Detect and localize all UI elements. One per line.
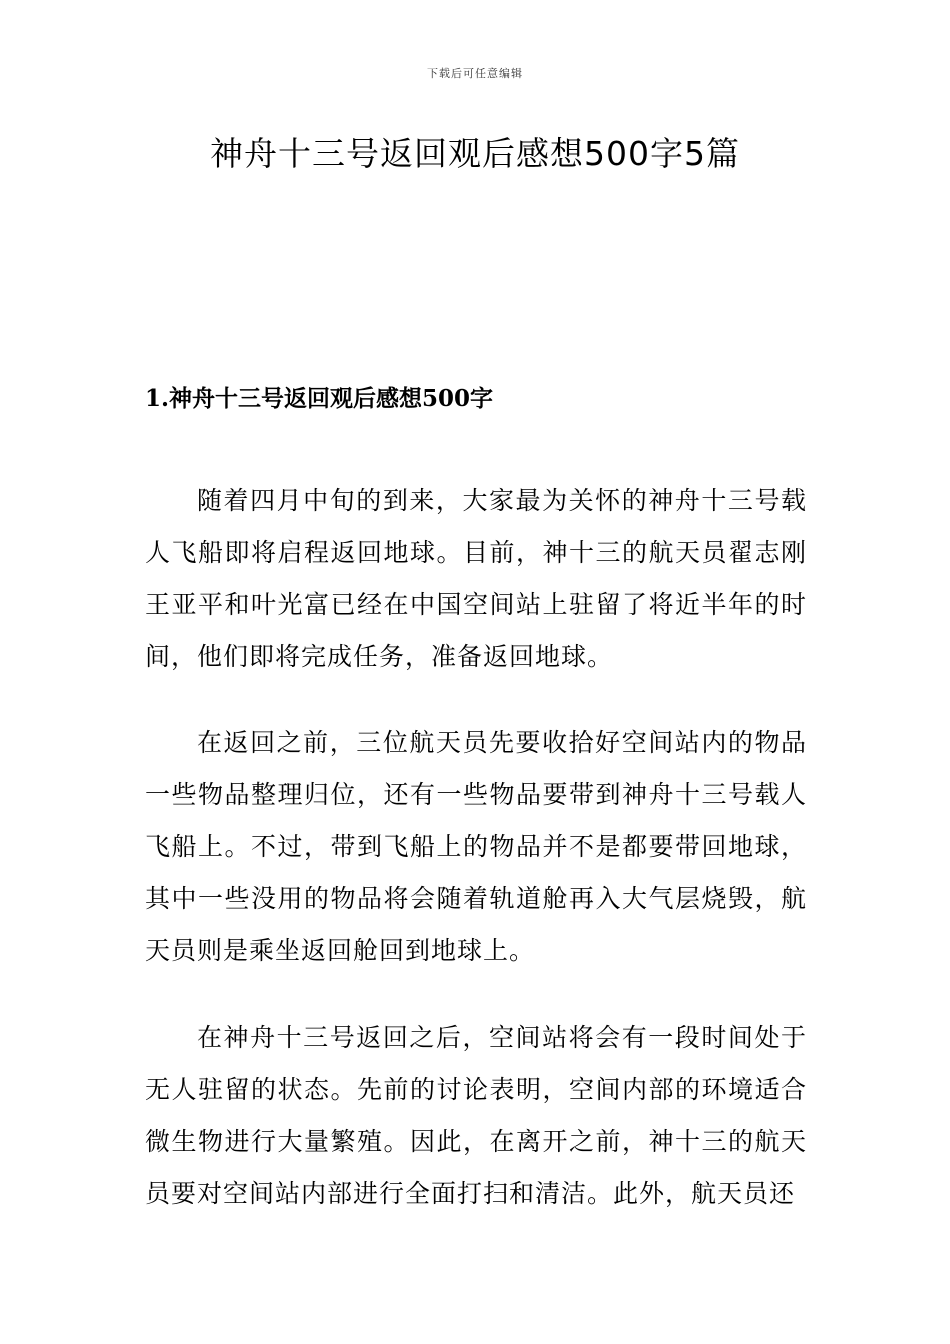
document-title: 神舟十三号返回观后感想500字5篇: [210, 134, 740, 173]
section-heading: 1.神舟十三号返回观后感想500字: [145, 385, 494, 412]
body-paragraph-2: 在返回之前，三位航天员先要收拾好空间站内的物品一些物品整理归位，还有一些物品要带到神舟十三号载人飞船上。不过，带到飞船上的物品并不是都要带回地球，其中一些没用的物品将会随着轨道舱再入大气层烧毁，航天员则是乘坐返回舱回到地球上。: [145, 728, 807, 965]
header-note: 下载后可任意编辑: [427, 67, 523, 80]
body-paragraph-1: 随着四月中旬的到来，大家最为关怀的神舟十三号载人飞船即将启程返回地球。目前，神十三的航天员翟志刚王亚平和叶光富已经在中国空间站上驻留了将近半年的时间，他们即将完成任务，准备返回地球。: [145, 486, 807, 671]
body-paragraph-3: 在神舟十三号返回之后，空间站将会有一段时间处于无人驻留的状态。先前的讨论表明，空间内部的环境适合微生物进行大量繁殖。因此，在离开之前，神十三的航天员要对空间站内部进行全面打扫和清洁。此外，航天员还: [145, 1023, 807, 1208]
